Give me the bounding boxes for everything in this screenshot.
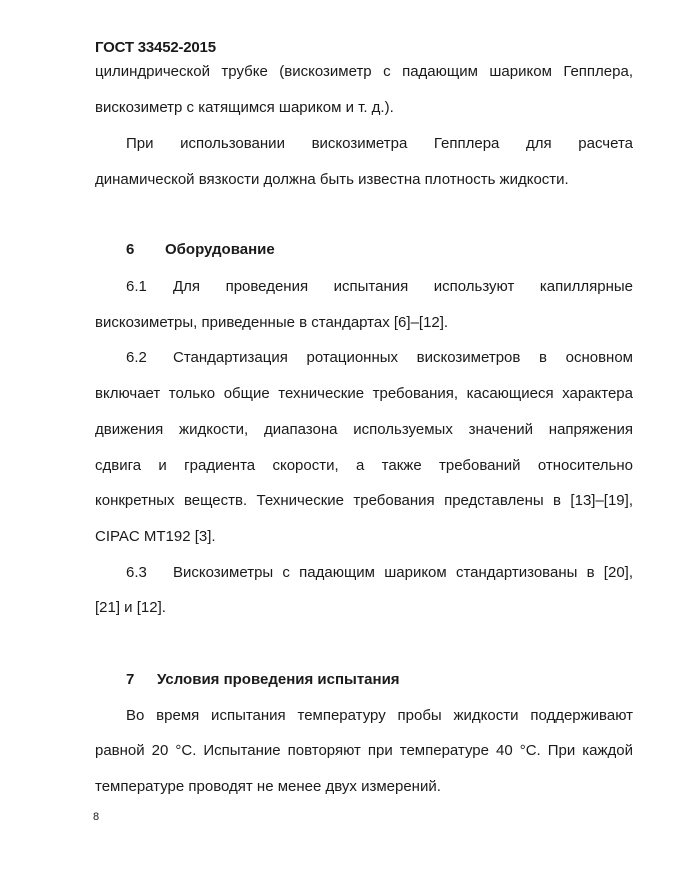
paragraph-line: Во время испытания температуру пробы жидкости поддерживают <box>126 707 633 724</box>
clause-line: сдвига и градиента скорости, а также требований относительно <box>95 457 633 474</box>
clause-line: CIPAC MT192 [3]. <box>95 528 216 545</box>
section-title: Условия проведения испытания <box>157 671 400 688</box>
paragraph-line: температуре проводят не менее двух измерений. <box>95 778 441 795</box>
clause-line: вискозиметры, приведенные в стандартах [6]–[12]. <box>95 314 449 331</box>
clause-number: 6.2 <box>126 349 147 366</box>
section-title: Оборудование <box>165 241 275 258</box>
clause-line: конкретных веществ. Технические требования представлены в [13]–[19], <box>95 492 633 509</box>
section-number: 7 <box>126 671 135 688</box>
intro-line: вискозиметр с катящимся шариком и т. д.). <box>95 99 394 116</box>
clause-number: 6.3 <box>126 564 147 581</box>
intro-line: цилиндрической трубке (вискозиметр с падающим шариком Гепплера, <box>95 63 633 80</box>
clause-first-line: Стандартизация ротационных вискозиметров в основном <box>173 349 633 366</box>
clause-line: [21] и [12]. <box>95 599 166 616</box>
page-number: 8 <box>93 811 100 823</box>
intro-line: При использовании вискозиметра Гепплера для расчета <box>126 135 633 152</box>
standard-code-header: ГОСТ 33452-2015 <box>95 39 216 56</box>
clause-number: 6.1 <box>126 278 147 295</box>
clause-line: движения жидкости, диапазона используемых значений напряжения <box>95 421 633 438</box>
clause-line: включает только общие технические требования, касающиеся характера <box>95 385 633 402</box>
paragraph-line: равной 20 °С. Испытание повторяют при температуре 40 °С. При каждой <box>95 742 633 759</box>
clause-first-line: Вискозиметры с падающим шариком стандартизованы в [20], <box>173 564 633 581</box>
section-number: 6 <box>126 241 135 258</box>
intro-line: динамической вязкости должна быть известна плотность жидкости. <box>95 171 569 188</box>
clause-first-line: Для проведения испытания используют капиллярные <box>173 278 633 295</box>
